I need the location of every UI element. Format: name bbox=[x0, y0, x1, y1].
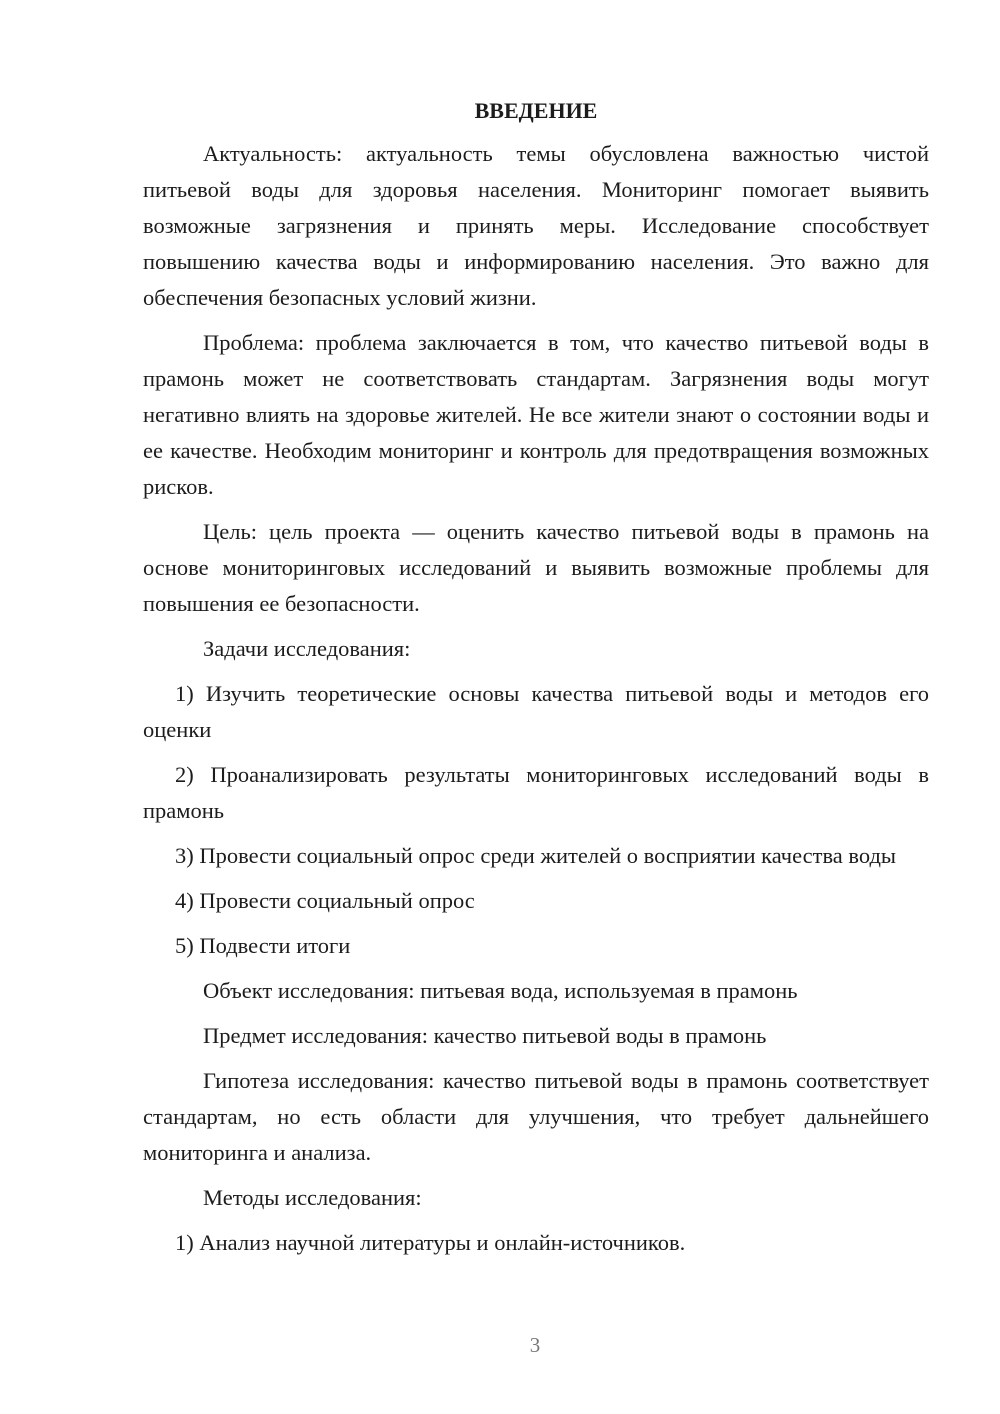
document-body bbox=[143, 96, 929, 1270]
tasks-heading: Задачи исследования: bbox=[203, 636, 411, 661]
method-item: 1) Анализ научной литературы и онлайн-источников. bbox=[175, 1230, 686, 1255]
task-item: 5) Подвести итоги bbox=[175, 933, 351, 958]
goal-paragraph: Цель: цель проекта — оценить качество питьевой воды в прамонь на основе мониторинговых исследований и выявить возможные проблемы для повышения ее безопасности. bbox=[143, 519, 929, 616]
relevance-paragraph: Актуальность: актуальность темы обусловлена важностью чистой питьевой воды для здоровья населения. Мониторинг помогает выявить возможные загрязнения и принять меры. Исследование способствует повышению качества воды и информированию населения. Это важно для обеспечения безопасных условий жизни. bbox=[143, 141, 929, 310]
task-item: 2) Проанализировать результаты мониторинговых исследований воды в прамонь bbox=[143, 762, 929, 823]
object-paragraph: Объект исследования: питьевая вода, используемая в прамонь bbox=[203, 978, 798, 1003]
page-number: 3 bbox=[529, 1333, 541, 1357]
task-item: 4) Провести социальный опрос bbox=[175, 888, 475, 913]
subject-paragraph: Предмет исследования: качество питьевой воды в прамонь bbox=[203, 1023, 767, 1048]
problem-paragraph: Проблема: проблема заключается в том, что качество питьевой воды в прамонь может не соответствовать стандартам. Загрязнения воды могут негативно влиять на здоровье жителей. Не все жители знают о состоянии воды и ее качестве. Необходим мониторинг и контроль для предотвращения возможных рисков. bbox=[143, 330, 929, 499]
section-title: ВВЕДЕНИЕ bbox=[474, 98, 598, 123]
methods-heading: Методы исследования: bbox=[203, 1185, 422, 1210]
task-item: 1) Изучить теоретические основы качества питьевой воды и методов его оценки bbox=[143, 681, 929, 742]
task-item: 3) Провести социальный опрос среди жителей о восприятии качества воды bbox=[175, 843, 897, 868]
hypothesis-paragraph: Гипотеза исследования: качество питьевой воды в прамонь соответствует стандартам, но есть области для улучшения, что требует дальнейшего мониторинга и анализа. bbox=[143, 1068, 929, 1165]
